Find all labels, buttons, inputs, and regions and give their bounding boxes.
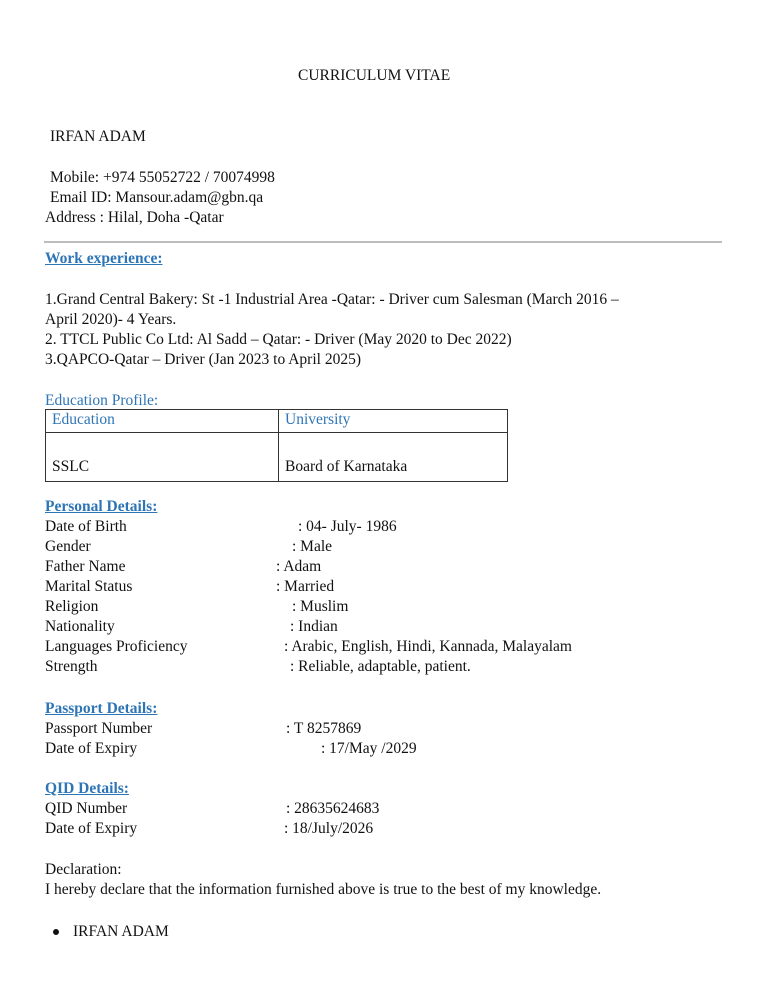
detail-value: : Arabic, English, Hindi, Kannada, Malayalam (284, 638, 572, 655)
detail-label: Passport Number (45, 720, 153, 737)
detail-value: : Male (292, 538, 333, 555)
work-experience-heading: Work experience: (45, 250, 163, 267)
detail-label: Date of Expiry (45, 820, 138, 837)
detail-value: : T 8257869 (286, 720, 362, 737)
detail-value: : Adam (276, 558, 322, 575)
declaration-heading: Declaration: (45, 861, 122, 878)
detail-label: Languages Proficiency (45, 638, 188, 655)
address-line: Address : Hilal, Doha -Qatar (45, 209, 224, 226)
bullet-icon (53, 929, 59, 935)
horizontal-rule (44, 241, 722, 243)
detail-label: Gender (45, 538, 91, 555)
detail-label: Date of Expiry (45, 740, 138, 757)
candidate-name: IRFAN ADAM (50, 128, 146, 145)
detail-label: Religion (45, 598, 99, 615)
personal-details-heading: Personal Details: (45, 498, 158, 515)
passport-details-heading: Passport Details: (45, 700, 158, 717)
detail-label: Father Name (45, 558, 126, 575)
detail-value: : Muslim (292, 598, 349, 615)
mobile-line: Mobile: +974 55052722 / 70074998 (50, 169, 275, 186)
qid-details-heading: QID Details: (45, 780, 129, 797)
work-line-2: April 2020)- 4 Years. (45, 311, 177, 328)
work-line-3: 2. TTCL Public Co Ltd: Al Sadd – Qatar: - Driver (May 2020 to Dec 2022) (45, 331, 512, 348)
detail-label: QID Number (45, 800, 128, 817)
document-title: CURRICULUM VITAE (298, 67, 451, 84)
detail-value: : 17/May /2029 (321, 740, 417, 757)
detail-value: : 18/July/2026 (284, 820, 374, 837)
work-line-1: 1.Grand Central Bakery: St -1 Industrial Area -Qatar: - Driver cum Salesman (March 2016 – (45, 291, 619, 308)
education-heading: Education Profile: (45, 392, 159, 409)
declaration-text: I hereby declare that the information furnished above is true to the best of my knowledge. (45, 881, 602, 898)
detail-label: Strength (45, 658, 98, 675)
detail-value: : Indian (290, 618, 338, 635)
detail-label: Marital Status (45, 578, 133, 595)
detail-label: Date of Birth (45, 518, 127, 535)
education-table-header (46, 410, 508, 433)
email-line: Email ID: Mansour.adam@gbn.qa (50, 189, 264, 206)
university-column-header: University (279, 410, 508, 433)
detail-value: : Married (276, 578, 335, 595)
education-column-header: Education (46, 410, 279, 433)
detail-value: : 28635624683 (286, 800, 380, 817)
detail-label: Nationality (45, 618, 115, 635)
detail-value: : 04- July- 1986 (298, 518, 397, 535)
table-row (46, 433, 508, 482)
work-line-4: 3.QAPCO-Qatar – Driver (Jan 2023 to April 2025) (45, 351, 361, 368)
education-table (45, 409, 508, 482)
education-cell: SSLC (46, 433, 279, 482)
detail-value: : Reliable, adaptable, patient. (290, 658, 471, 675)
signature-name: IRFAN ADAM (73, 923, 169, 940)
university-cell: Board of Karnataka (279, 433, 508, 482)
